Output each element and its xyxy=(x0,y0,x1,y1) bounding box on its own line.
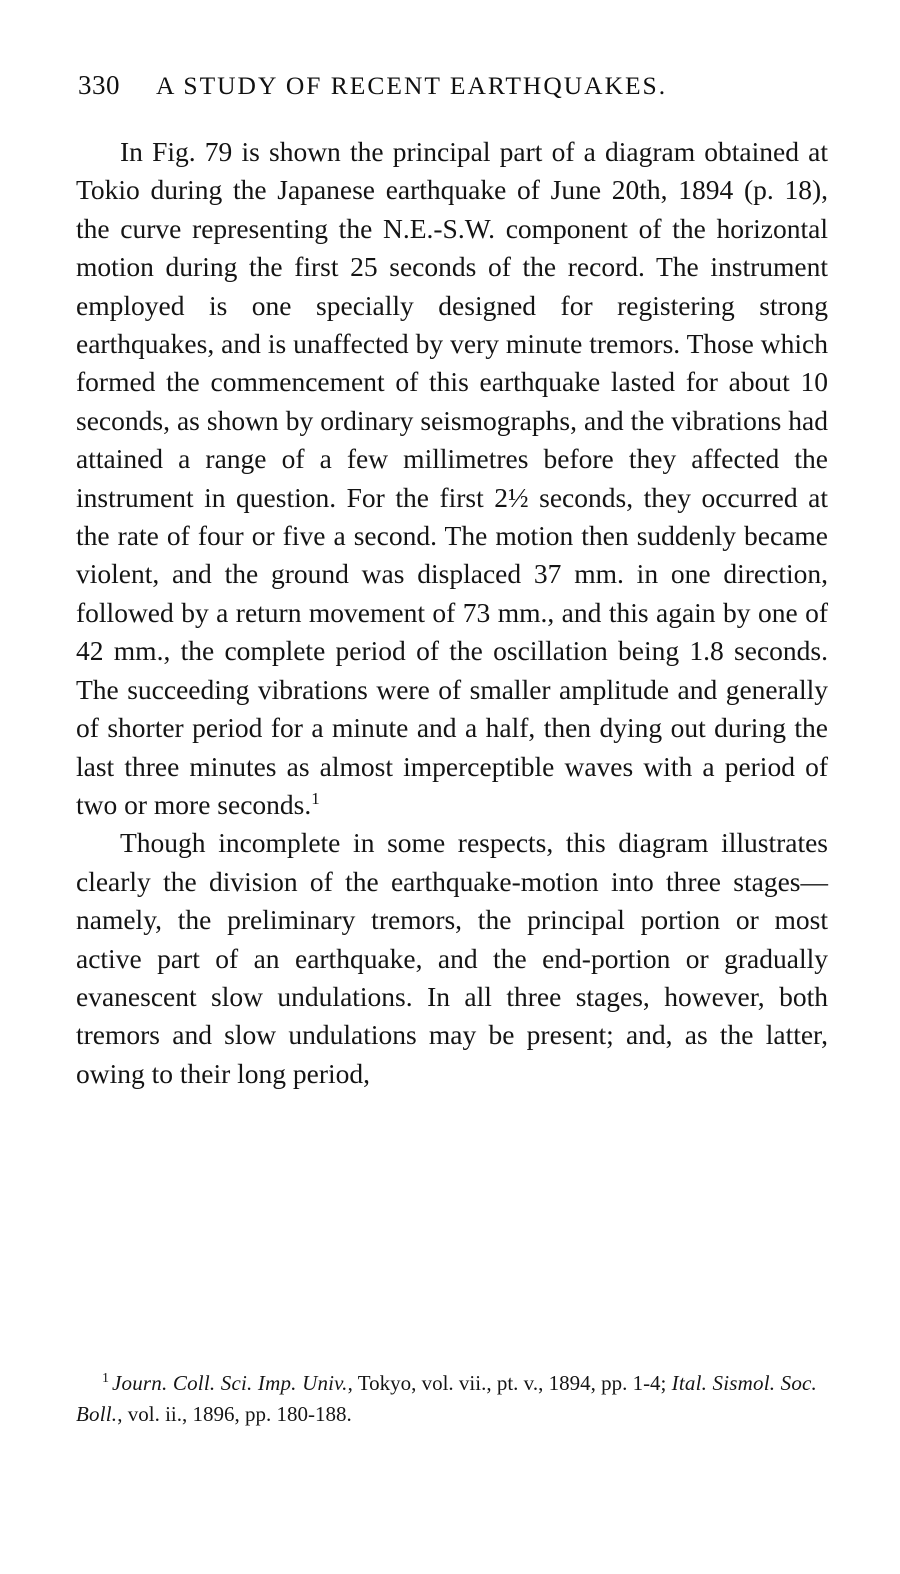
paragraph-1 xyxy=(76,133,828,824)
page-header xyxy=(78,70,822,101)
footnote-citation-2-rest: , vol. ii., 1896, pp. 180-188. xyxy=(117,1402,352,1426)
footnote-line xyxy=(76,1368,828,1430)
footnote-marker: 1 xyxy=(102,1371,109,1386)
footnote-citation-1-title: Journ. Coll. Sci. Imp. Univ. xyxy=(112,1371,348,1395)
footnote-citation-2-title: Ital. Sismol. Soc. Boll. xyxy=(76,1371,817,1426)
footnote-reference-1[interactable]: 1 xyxy=(311,788,320,808)
body-text xyxy=(76,133,828,1093)
running-title: A STUDY OF RECENT EARTHQUAKES. xyxy=(156,71,668,100)
paragraph-2: Though incomplete in some respects, this diagram illustrates clearly the division of the earthquake-motion into three stages—namely, the preliminary tremors, the principal portion or most active part of an earthquake, and the end-portion or gradually evanescent slow undulations. In all three stages, however, both tremors and slow undulations may be present; and, as the latter, owing to their long period, xyxy=(76,827,828,1089)
footnote-block xyxy=(76,1368,828,1430)
page-number: 330 xyxy=(78,70,120,100)
footnote-citation-1-rest: , Tokyo, vol. vii., pt. v., 1894, pp. 1-4; xyxy=(347,1371,667,1395)
paragraph-1-text: In Fig. 79 is shown the principal part of a diagram obtained at Tokio during the Japanese earthquake of June 20th, 1894 (p. 18), the curve representing the N.E.-S.W. component of the horizontal motion during the first 25 seconds of the record. The instrument employed is one specially designed for registering strong earthquakes, and is unaffected by very minute tremors. Those which formed the commencement of this earthquake lasted for about 10 seconds, as shown by ordinary seismographs, and the vibrations had attained a range of a few millimetres before they affected the instrument in question. For the first 2½ seconds, they occurred at the rate of four or five a second. The motion then suddenly became violent, and the ground was displaced 37 mm. in one direction, followed by a return movement of 73 mm., and this again by one of 42 mm., the complete period of the oscillation being 1.8 seconds. The succeeding vibrations were of smaller amplitude and generally of shorter period for a minute and a half, then dying out during the last three minutes as almost imperceptible waves with a period of two or more seconds. xyxy=(76,136,828,820)
